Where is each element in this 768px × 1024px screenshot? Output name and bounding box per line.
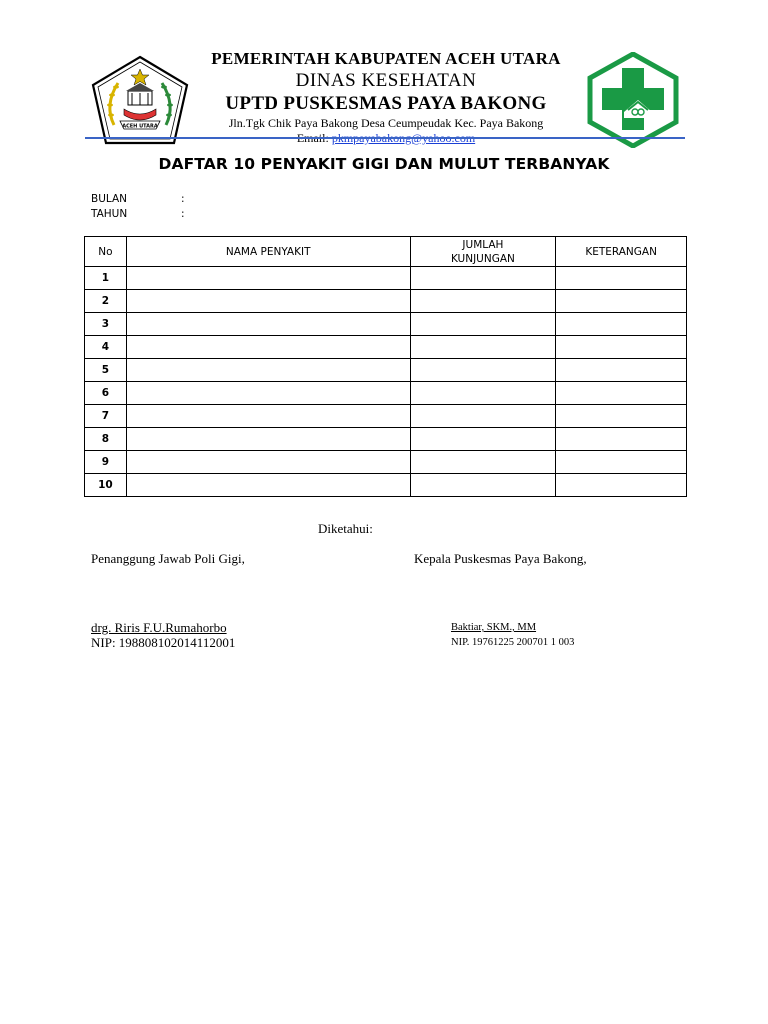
cell-nama-penyakit[interactable] — [126, 405, 410, 428]
header-keterangan: KETERANGAN — [556, 237, 687, 267]
cell-keterangan[interactable] — [556, 267, 687, 290]
meta-tahun — [91, 208, 185, 220]
acknowledged-label: Diketahui: — [318, 521, 373, 536]
header-nama-penyakit: NAMA PENYAKIT — [126, 237, 410, 267]
bulan-colon: : — [181, 193, 185, 205]
row-number: 5 — [85, 359, 127, 382]
left-signer-nip: NIP: 198808102014112001 — [91, 635, 236, 650]
cell-keterangan[interactable] — [556, 359, 687, 382]
table-row — [85, 267, 687, 290]
table-row — [85, 474, 687, 497]
bulan-label: BULAN — [91, 193, 128, 205]
row-number: 8 — [85, 428, 127, 451]
letterhead-institution: UPTD PUSKESMAS PAYA BAKONG — [225, 93, 547, 114]
document-title: DAFTAR 10 PENYAKIT GIGI DAN MULUT TERBANYAK — [158, 155, 610, 173]
letterhead-department: DINAS KESEHATAN — [295, 70, 477, 91]
table-row — [85, 451, 687, 474]
table-header-row — [85, 237, 687, 267]
row-number: 3 — [85, 313, 127, 336]
left-signer-role: Penanggung Jawab Poli Gigi, — [91, 551, 245, 566]
row-number: 2 — [85, 290, 127, 313]
cell-jumlah-kunjungan[interactable] — [410, 428, 556, 451]
table-row — [85, 336, 687, 359]
table-row — [85, 428, 687, 451]
row-number: 10 — [85, 474, 127, 497]
table-row — [85, 359, 687, 382]
table-row — [85, 405, 687, 428]
tahun-label: TAHUN — [91, 208, 128, 220]
cell-jumlah-kunjungan[interactable] — [410, 313, 556, 336]
cell-jumlah-kunjungan[interactable] — [410, 359, 556, 382]
cell-keterangan[interactable] — [556, 313, 687, 336]
row-number: 4 — [85, 336, 127, 359]
cell-nama-penyakit[interactable] — [126, 382, 410, 405]
meta-bulan — [91, 193, 185, 205]
letterhead — [170, 48, 602, 146]
cell-jumlah-kunjungan[interactable] — [410, 382, 556, 405]
emblem-banner-text: ACEH UTARA — [122, 123, 158, 130]
row-number: 6 — [85, 382, 127, 405]
cell-jumlah-kunjungan[interactable] — [410, 336, 556, 359]
cell-keterangan[interactable] — [556, 290, 687, 313]
cell-nama-penyakit[interactable] — [126, 428, 410, 451]
cell-keterangan[interactable] — [556, 451, 687, 474]
cell-nama-penyakit[interactable] — [126, 313, 410, 336]
right-signer-role: Kepala Puskesmas Paya Bakong, — [414, 551, 587, 566]
table-row — [85, 313, 687, 336]
cell-jumlah-kunjungan[interactable] — [410, 405, 556, 428]
header-jumlah-kunjungan — [410, 237, 556, 267]
cell-keterangan[interactable] — [556, 382, 687, 405]
right-signer-nip: NIP. 19761225 200701 1 003 — [451, 637, 575, 648]
cell-nama-penyakit[interactable] — [126, 290, 410, 313]
cell-jumlah-kunjungan[interactable] — [410, 290, 556, 313]
table-row — [85, 382, 687, 405]
left-signer-name: drg. Riris F.U.Rumahorbo — [91, 620, 227, 635]
cell-keterangan[interactable] — [556, 428, 687, 451]
tahun-colon: : — [181, 208, 185, 220]
cell-jumlah-kunjungan[interactable] — [410, 451, 556, 474]
cell-jumlah-kunjungan[interactable] — [410, 267, 556, 290]
cell-jumlah-kunjungan[interactable] — [410, 474, 556, 497]
letterhead-government: PEMERINTAH KABUPATEN ACEH UTARA — [211, 49, 561, 68]
row-number: 1 — [85, 267, 127, 290]
cell-nama-penyakit[interactable] — [126, 267, 410, 290]
header-no: No — [85, 237, 127, 267]
cell-keterangan[interactable] — [556, 336, 687, 359]
cell-keterangan[interactable] — [556, 405, 687, 428]
header-jumlah-text: JUMLAH KUNJUNGAN — [450, 238, 515, 265]
letterhead-divider — [85, 137, 685, 139]
cell-nama-penyakit[interactable] — [126, 336, 410, 359]
disease-table — [84, 236, 687, 497]
cell-nama-penyakit[interactable] — [126, 359, 410, 382]
row-number: 9 — [85, 451, 127, 474]
table-row — [85, 290, 687, 313]
cell-keterangan[interactable] — [556, 474, 687, 497]
cell-nama-penyakit[interactable] — [126, 451, 410, 474]
cell-nama-penyakit[interactable] — [126, 474, 410, 497]
right-signer-name: Baktiar, SKM., MM — [451, 622, 537, 633]
letterhead-address: Jln.Tgk Chik Paya Bakong Desa Ceumpeudak Kec. Paya Bakong — [228, 116, 544, 130]
row-number: 7 — [85, 405, 127, 428]
